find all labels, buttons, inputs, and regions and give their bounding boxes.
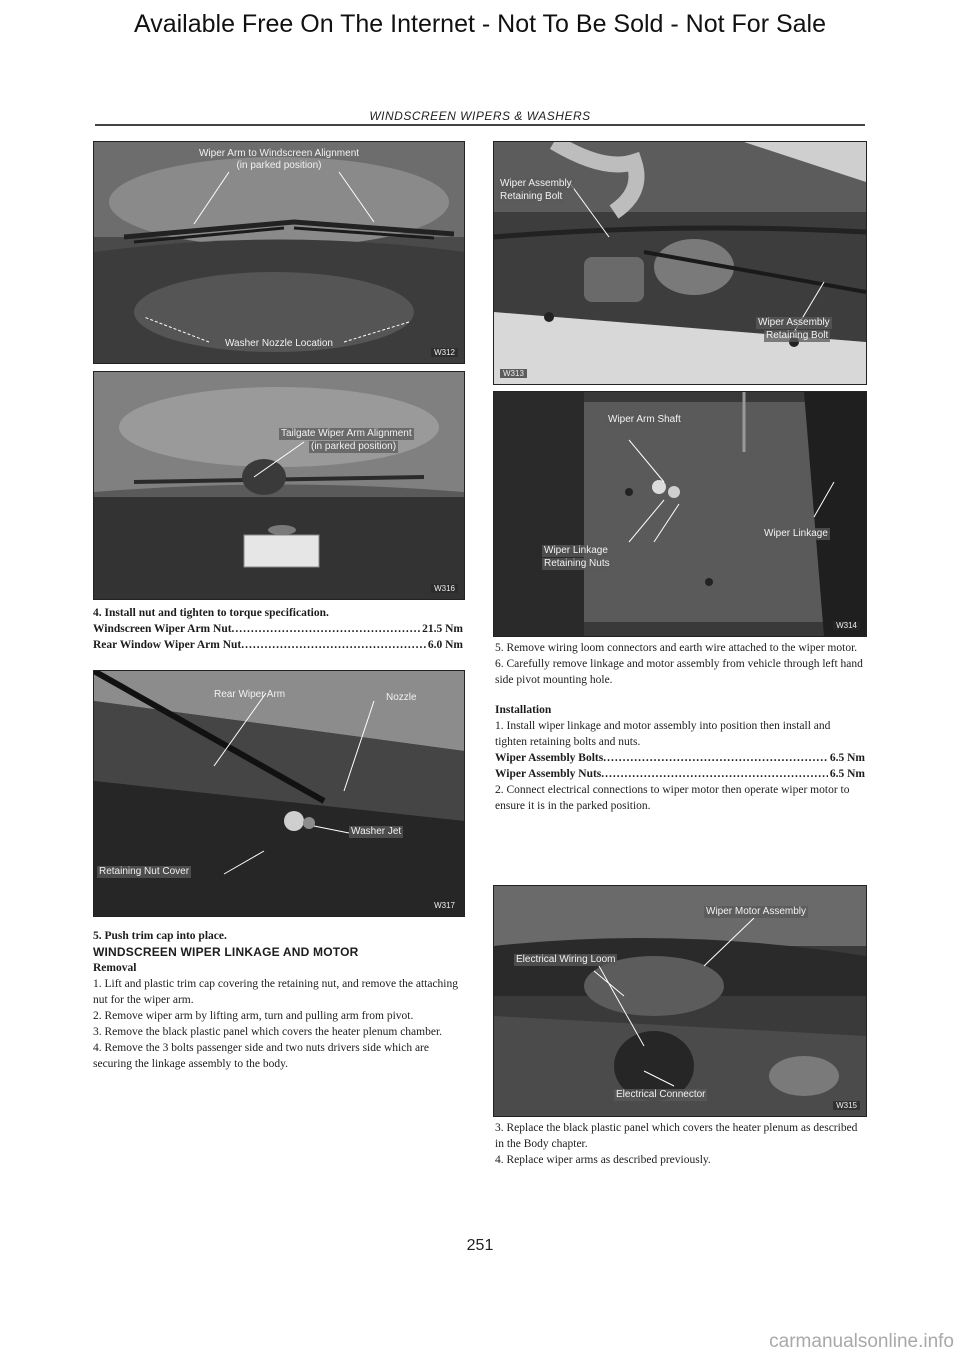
- site-watermark: carmanualsonline.info: [769, 1331, 954, 1352]
- leader-dots: [241, 637, 426, 653]
- caption-tailgate-parked: (in parked position): [311, 441, 397, 452]
- spec-label: Wiper Assembly Nuts: [495, 768, 602, 780]
- install-step-2: 2. Connect electrical connections to wiper motor then operate wiper motor to ensure it is in the parked position.: [495, 784, 850, 812]
- spec-value: 6.5 Nm: [829, 768, 865, 780]
- step-5-text: 5. Push trim cap into place.: [93, 930, 227, 942]
- caption-washer-nozzle: Washer Nozzle Location: [224, 338, 333, 349]
- install-step-1: 1. Install wiper linkage and motor assembly into position then install and tighten retaining bolts and nuts.: [495, 720, 831, 748]
- photo-2-image: [94, 372, 464, 599]
- figure-id: W312: [431, 348, 458, 357]
- caption-rear-wiper-arm: Rear Wiper Arm: [214, 689, 286, 700]
- header-rule: [95, 124, 865, 126]
- distribution-banner: Available Free On The Internet - Not To Be Sold - Not For Sale: [133, 10, 827, 38]
- removal-step-4: 4. Remove the 3 bolts passenger side and two nuts drivers side which are securing the linkage assembly to the body.: [93, 1042, 429, 1070]
- figure-id: W314: [833, 621, 860, 630]
- spec-value: 21.5 Nm: [422, 623, 463, 635]
- caption-electrical-wiring-loom: Electrical Wiring Loom: [516, 954, 616, 965]
- removal-instructions: [93, 928, 463, 1072]
- removal-step-3: 3. Remove the black plastic panel which covers the heater plenum chamber.: [93, 1026, 443, 1038]
- photo-rear-wiper-arm: [93, 670, 465, 917]
- spec-wiper-assembly-bolts: [495, 750, 865, 766]
- photo-windscreen-wiper-alignment: [93, 141, 465, 364]
- spec-value: 6.0 Nm: [427, 639, 463, 651]
- photo-wiper-motor-assembly: [493, 885, 867, 1117]
- caption-electrical-connector: Electrical Connector: [616, 1089, 706, 1100]
- photo-6-image: [494, 886, 866, 1116]
- caption-retaining-nuts: Retaining Nuts: [544, 558, 610, 569]
- photo-3-image: [94, 671, 464, 916]
- leader-dots: [232, 621, 421, 637]
- removal-continued: [495, 640, 865, 814]
- removal-heading: Removal: [93, 962, 137, 974]
- page-number: 251: [466, 1237, 494, 1254]
- caption-retaining-bolt-1: Retaining Bolt: [500, 191, 563, 202]
- spec-wiper-assembly-nuts: [495, 766, 865, 782]
- install-step-3: 3. Replace the black plastic panel which covers the heater plenum as described in the Body chapter.: [495, 1122, 858, 1150]
- photo-tailgate-wiper-alignment: [93, 371, 465, 600]
- spec-label: Rear Window Wiper Arm Nut: [93, 639, 242, 651]
- photo-1-image: [94, 142, 464, 363]
- caption-wiper-arm-shaft: Wiper Arm Shaft: [608, 414, 681, 425]
- figure-id: W316: [431, 584, 458, 593]
- leader-dots: [603, 750, 828, 766]
- caption-washer-jet: Washer Jet: [351, 826, 402, 837]
- figure-id: W317: [431, 901, 458, 910]
- caption-retaining-nut-cover: Retaining Nut Cover: [99, 866, 190, 877]
- caption-wiper-alignment: Wiper Arm to Windscreen Alignment: [198, 148, 360, 159]
- caption-wiper-linkage-1: Wiper Linkage: [764, 528, 828, 539]
- spec-label: Windscreen Wiper Arm Nut: [93, 623, 232, 635]
- step-4-text: 4. Install nut and tighten to torque specification.: [93, 607, 329, 619]
- spec-value: 6.5 Nm: [829, 752, 865, 764]
- spec-rear-wiper-nut: [93, 637, 463, 653]
- caption-wiper-linkage-2: Wiper Linkage: [544, 545, 608, 556]
- figure-id: W315: [833, 1101, 860, 1110]
- caption-wiper-assembly-2: Wiper Assembly: [758, 317, 830, 328]
- installation-heading: Installation: [495, 704, 552, 716]
- leader-dots: [601, 766, 828, 782]
- removal-step-5: 5. Remove wiring loom connectors and earth wire attached to the wiper motor.: [495, 642, 858, 654]
- section-heading: WINDSCREEN WIPER LINKAGE AND MOTOR: [93, 945, 359, 959]
- caption-parked-position: (in parked position): [236, 160, 322, 171]
- photo-wiper-linkage: [493, 391, 867, 637]
- caption-retaining-bolt-2: Retaining Bolt: [766, 330, 829, 341]
- photo-wiper-assembly-bolts: [493, 141, 867, 385]
- caption-wiper-assembly-1: Wiper Assembly: [500, 178, 572, 189]
- spec-label: Wiper Assembly Bolts: [495, 752, 604, 764]
- installation-continued: [495, 1120, 865, 1168]
- removal-step-2: 2. Remove wiper arm by lifting arm, turn and pulling arm from pivot.: [93, 1010, 414, 1022]
- figure-id: W313: [500, 369, 527, 378]
- photo-5-image: [494, 392, 866, 636]
- caption-tailgate-alignment: Tailgate Wiper Arm Alignment: [281, 428, 412, 439]
- install-step-4: 4. Replace wiper arms as described previously.: [495, 1154, 711, 1166]
- removal-step-6: 6. Carefully remove linkage and motor assembly from vehicle through left hand side pivot mounting hole.: [495, 658, 863, 686]
- caption-wiper-motor-assembly: Wiper Motor Assembly: [706, 906, 807, 917]
- chapter-header: WINDSCREEN WIPERS & WASHERS: [369, 109, 591, 123]
- caption-nozzle: Nozzle: [386, 692, 417, 703]
- removal-step-1: 1. Lift and plastic trim cap covering the retaining nut, and remove the attaching nut for the wiper arm.: [93, 978, 459, 1006]
- torque-spec-block: [93, 605, 463, 653]
- spec-windscreen-wiper-nut: [93, 621, 463, 637]
